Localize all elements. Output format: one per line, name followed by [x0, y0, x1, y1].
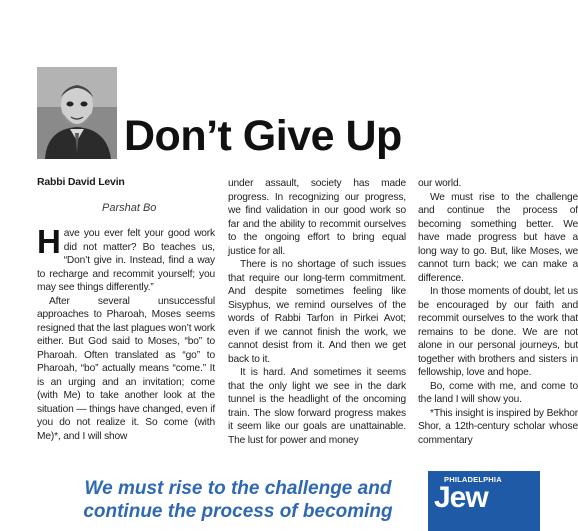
article-title: Don’t Give Up — [124, 112, 402, 160]
paragraph: It is hard. And sometimes it seems that the only light we see in the dark tunnel is the headlight of the oncoming train. The slow forward progress makes it seem like our goals are unattainable. The lust for power and money — [228, 367, 406, 446]
paragraph — [37, 223, 215, 295]
article-column-1 — [37, 223, 215, 443]
article-column-2 — [228, 177, 406, 447]
logo-bar — [420, 471, 428, 531]
publication-logo — [420, 471, 540, 531]
paragraph: After several unsuccessful approaches to Pharoah, Moses seems resigned that the last plagues won’t work either. But God said to Moses, “bo” to Pharoah. Often translated as “go” to Pharoah, “bo” actually means “come.” It is an urging and an invitation; come (with Me) to take another look at the situation — things have changed, even if you do not realize it. So come (with Me)*, and I will show — [37, 295, 215, 442]
article-column-3 — [418, 177, 578, 447]
paragraph: There is no shortage of such issues that require our long-term commitment. And despite sometimes feeling like Sisyphus, we remind ourselves of the words of Rabbi Tarfon in Pirkei Avot; even if we cannot finish the work, we cannot desist from it. And then we get back to it. — [228, 259, 406, 365]
paragraph: *This insight is inspired by Bekhor Shor, a 12th-century scholar whose commentary — [418, 407, 578, 446]
paragraph: We must rise to the challenge and continue the process of becoming something better. We have made progress but have a long way to go. But, like Moses, we cannot turn back; we can make a difference. — [418, 191, 578, 284]
author-portrait-icon — [37, 67, 117, 159]
drop-cap: H — [37, 223, 61, 260]
logo-big-text: Jew — [434, 481, 488, 514]
paragraph-text: ave you ever felt your good work did not matter? Bo teaches us, “Don’t give in. Instead, find a way to recharge and recommit yourself; you may see things differently.” — [37, 228, 215, 293]
paragraph: In those moments of doubt, let us be encouraged by our faith and recommit ourselves to the work that remains to be done. We are not alone in our personal journeys, but together with brothers and sisters in fellowship, love and hope. — [418, 286, 578, 378]
logo-top-text: PHILADELPHIA — [444, 475, 502, 484]
author-photo — [37, 67, 117, 159]
paragraph: our world. — [418, 178, 462, 189]
paragraph: under assault, society has made progress. In recognizing our progress, we find validation in our good work so far and the ability to recommit ourselves to the ongoing effort to bring equal justice for all. — [228, 178, 406, 257]
author-byline: Rabbi David Levin — [37, 176, 125, 188]
column-label: Parshat Bo — [102, 202, 157, 214]
pull-quote: We must rise to the challenge and continue the process of becoming — [83, 478, 393, 522]
paragraph: Bo, come with me, and come to the land I will show you. — [418, 380, 578, 405]
